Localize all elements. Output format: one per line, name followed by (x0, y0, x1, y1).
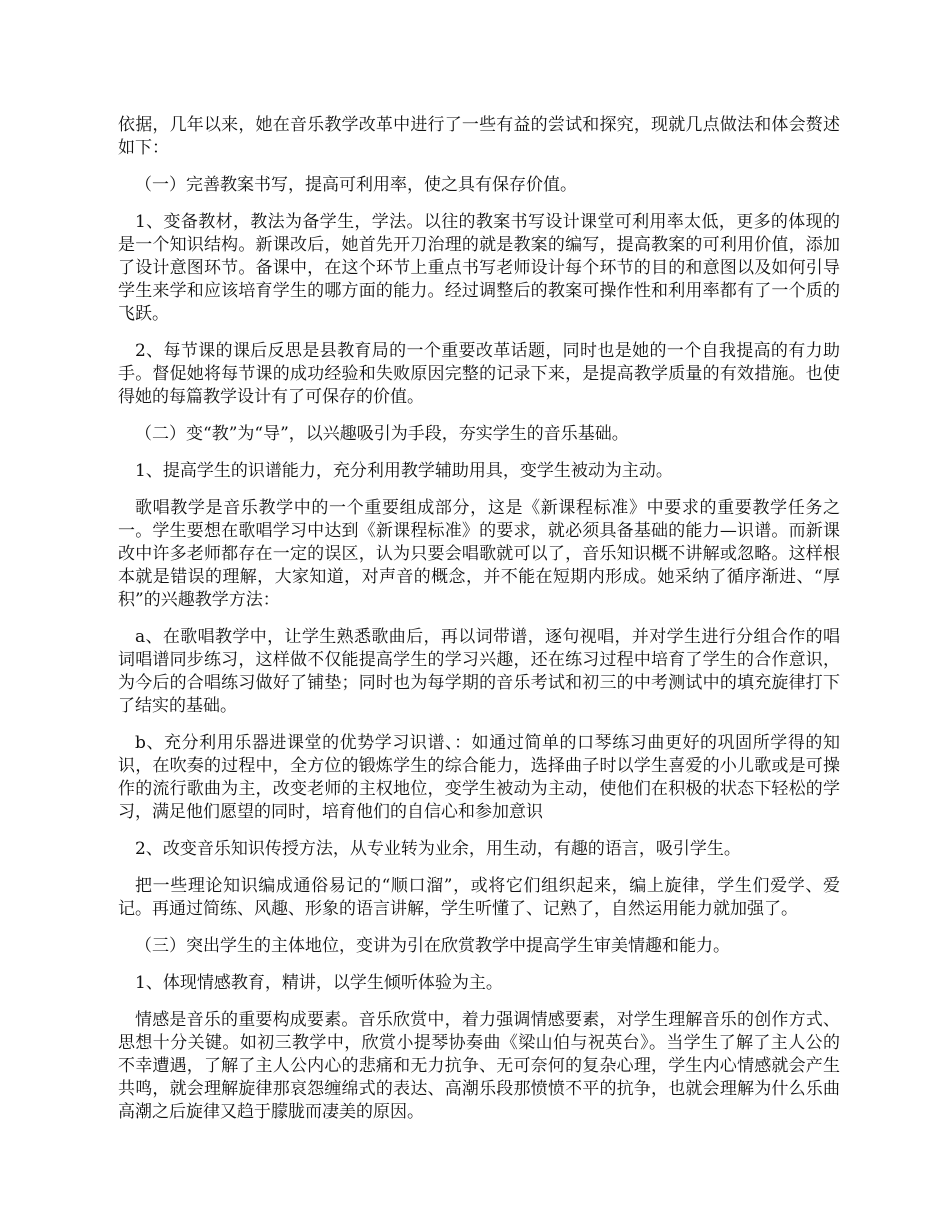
section-heading-1: （一）完善教案书写，提高可利用率，使之具有保存价值。 (135, 175, 577, 195)
section-heading-3: （三）突出学生的主体地位，变讲为引在欣赏教学中提高学生审美情趣和能力。 (135, 936, 730, 956)
paragraph-rhymes: 把一些理论知识编成通俗易记的“顺口溜”，或将它们组织起来，编上旋律，学生们爱学、爱记。再通过简练、风趣、形象的语言讲解，学生听懂了、记熟了，自然运用能力就加强了。 (118, 876, 840, 919)
paragraph-item-b: b、充分利用乐器进课堂的优势学习识谱、：如通过简单的口琴练习曲更好的巩固所学得的知识，在吹奏的过程中，全方位的锻炼学生的综合能力，选择曲子时以学生喜爱的小儿歌或是可操作的流行歌曲为主，改变老师的主权地位，变学生被动为主动，使他们在积极的状态下轻松的学习，满足他们愿望的同时，培育他们的自信心和参加意识 (118, 733, 840, 822)
paragraph-emotion: 情感是音乐的重要构成要素。音乐欣赏中，着力强调情感要素，对学生理解音乐的创作方式、思想十分关键。如初三教学中，欣赏小提琴协奏曲《梁山伯与祝英台》。当学生了解了主人公的不幸遭遇，了解了主人公内心的悲痛和无力抗争、无可奈何的复杂心理，学生内心情感就会产生共鸣，就会理解旋律那哀怨缠绵式的表达、高潮乐段那愤愤不平的抗争，也就会理解为什么乐曲高潮之后旋律又趋于朦胧而凄美的原因。 (118, 1010, 840, 1122)
paragraph-item-1-2: 2、每节课的课后反思是县教育局的一个重要改革话题，同时也是她的一个自我提高的有力助手。督促她将每节课的成功经验和失败原因完整的记录下来，是提高教学质量的有效措施。也使得她的每篇教学设计有了可保存的价值。 (118, 341, 840, 407)
paragraph-singing-teaching: 歌唱教学是音乐教学中的一个重要组成部分，这是《新课程标准》中要求的重要教学任务之一。学生要想在歌唱学习中达到《新课程标准》的要求，就必须具备基础的能力—识谱。而新课改中许多老师都存在一定的误区，认为只要会唱歌就可以了，音乐知识概不讲解或忽略。这样根本就是错误的理解，大家知道，对声音的概念，并不能在短期内形成。她采纳了循序渐进、“厚积”的兴趣教学方法： (118, 498, 840, 610)
paragraph-item-1-1: 1、变备教材，教法为备学生，学法。以往的教案书写设计课堂可利用率太低，更多的体现的是一个知识结构。新课改后，她首先开刀治理的就是教案的编写，提高教案的可利用价值，添加了设计意图环节。备课中，在这个环节上重点书写老师设计每个环节的目的和意图以及如何引导学生来学和应该培育学生的哪方面的能力。经过调整后的教案可操作性和利用率都有了一个质的飞跃。 (118, 212, 840, 324)
section-heading-2: （二）变“教”为“导”，以兴趣吸引为手段，夯实学生的音乐基础。 (135, 424, 629, 444)
subheading-2-1: 1、提高学生的识谱能力，充分利用教学辅助用具，变学生被动为主动。 (135, 461, 673, 481)
paragraph-intro: 依据，几年以来，她在音乐教学改革中进行了一些有益的尝试和探究，现就几点做法和体会赘述如下： (118, 115, 840, 158)
paragraph-item-a: a、在歌唱教学中，让学生熟悉歌曲后，再以词带谱，逐句视唱，并对学生进行分组合作的唱词唱谱同步练习，这样做不仅能提高学生的学习兴趣，还在练习过程中培育了学生的合作意识，为今后的合唱练习做好了铺垫；同时也为每学期的音乐考试和初三的中考测试中的填充旋律打下了结实的基础。 (118, 627, 840, 716)
subheading-2-2: 2、改变音乐知识传授方法，从专业转为业余，用生动，有趣的语言，吸引学生。 (135, 839, 741, 859)
document-body (118, 114, 840, 1138)
subheading-3-1: 1、体现情感教育，精讲，以学生倾听体验为主。 (135, 973, 503, 993)
